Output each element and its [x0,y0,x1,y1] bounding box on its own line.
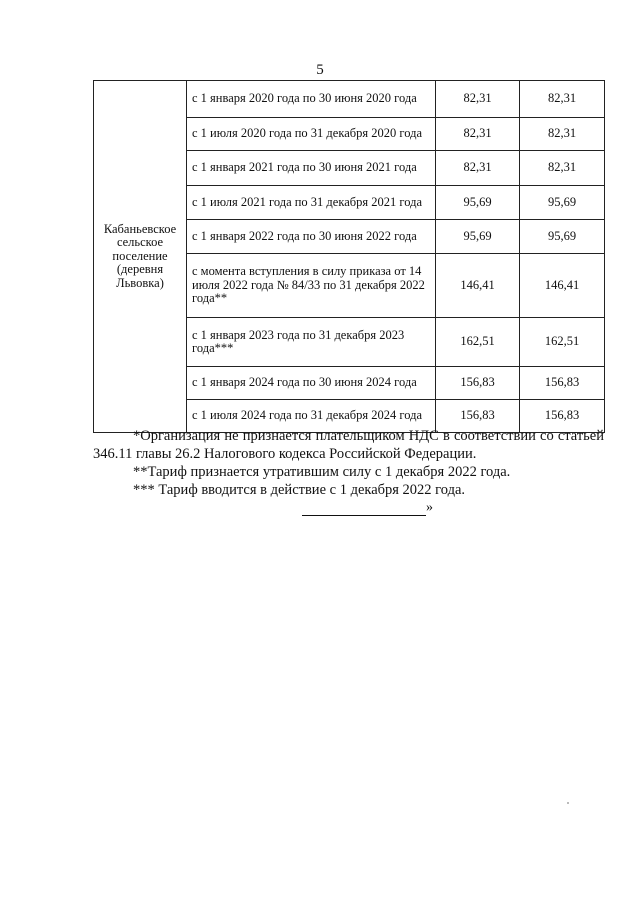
page-number: 5 [316,62,324,78]
value-cell: 162,51 [520,318,605,367]
closing-line [302,500,437,518]
value-cell: 146,41 [436,254,520,318]
value-cell: 95,69 [520,220,605,254]
value-cell: 82,31 [520,81,605,118]
value-cell: 82,31 [436,118,520,151]
footnote-vat: *Организация не признается плательщиком НДС в соответствии со статьей 346.11 главы 26.2 Налогового кодекса Российской Федерации. [93,428,604,462]
period-cell: с 1 января 2020 года по 30 июня 2020 года [187,81,436,118]
period-cell: с 1 июля 2020 года по 31 декабря 2020 года [187,118,436,151]
period-cell: с 1 января 2023 года по 31 декабря 2023 года*** [187,318,436,367]
value-cell: 82,31 [520,118,605,151]
value-cell: 95,69 [436,220,520,254]
footnote-effective: *** Тариф вводится в действие с 1 декабря 2022 года. [133,482,466,498]
value-cell: 82,31 [436,151,520,186]
area-cell: Кабаньевское сельское поселение (деревня Львовка) [94,81,187,433]
value-cell: 82,31 [436,81,520,118]
value-cell: 95,69 [520,186,605,220]
value-cell: 156,83 [436,367,520,400]
period-cell: с момента вступления в силу приказа от 14 июля 2022 года № 84/33 по 31 декабря 2022 года** [187,254,436,318]
value-cell: 156,83 [520,367,605,400]
value-cell: 82,31 [520,151,605,186]
value-cell: 156,83 [520,400,605,433]
value-cell: 156,83 [436,400,520,433]
period-cell: с 1 июля 2021 года по 31 декабря 2021 года [187,186,436,220]
value-cell: 146,41 [520,254,605,318]
tariff-table [93,80,605,433]
footnote-expired: **Тариф признается утратившим силу с 1 декабря 2022 года. [133,464,511,480]
period-cell: с 1 июля 2024 года по 31 декабря 2024 года [187,400,436,433]
period-cell: с 1 января 2022 года по 30 июня 2022 года [187,220,436,254]
period-cell: с 1 января 2024 года по 30 июня 2024 года [187,367,436,400]
value-cell: 95,69 [436,186,520,220]
scan-speck [567,802,569,804]
closing-quote: » [426,500,433,515]
value-cell: 162,51 [436,318,520,367]
closing-rule [302,515,426,516]
period-cell: с 1 января 2021 года по 30 июня 2021 года [187,151,436,186]
footnotes [93,427,604,499]
table-row [94,81,605,118]
